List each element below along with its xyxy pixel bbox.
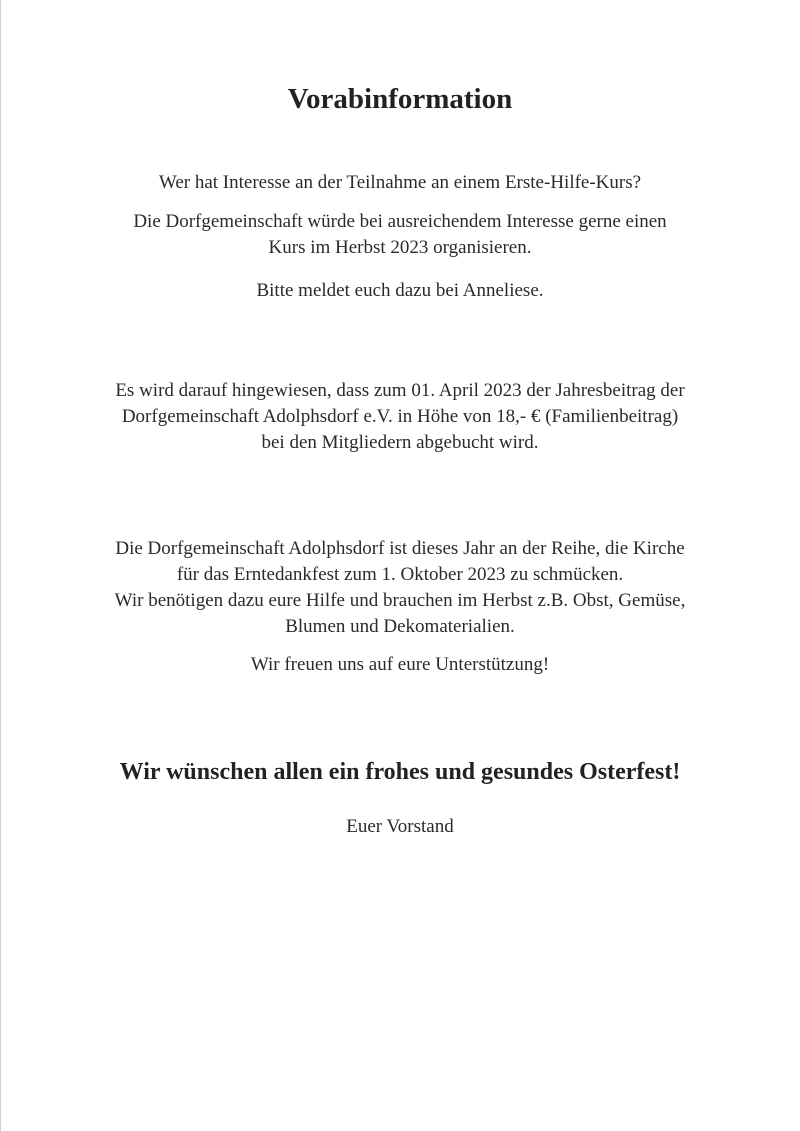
first-aid-text-line-1: Die Dorfgemeinschaft würde bei ausreichendem Interesse gerne einen [133,211,667,232]
fee-notice-line-2: Dorfgemeinschaft Adolphsdorf e.V. in Höhe von 18,- € (Familienbeitrag) [121,406,679,427]
harvest-notice-line-1: Die Dorfgemeinschaft Adolphsdorf ist dieses Jahr an der Reihe, die Kirche [115,538,685,559]
fee-notice-line-1: Es wird darauf hingewiesen, dass zum 01. April 2023 der Jahresbeitrag der [115,380,685,401]
easter-greeting: Wir wünschen allen ein frohes und gesundes Osterfest! [119,759,681,785]
harvest-notice-line-2: für das Erntedankfest zum 1. Oktober 2023 zu schmücken. [176,564,624,585]
harvest-notice-line-3: Wir benötigen dazu eure Hilfe und brauchen im Herbst z.B. Obst, Gemüse, [114,590,686,611]
harvest-thanks: Wir freuen uns auf eure Unterstützung! [250,654,550,675]
fee-notice-line-3: bei den Mitgliedern abgebucht wird. [261,432,539,453]
first-aid-question: Wer hat Interesse an der Teilnahme an einem Erste-Hilfe-Kurs? [158,172,642,193]
first-aid-text-line-2: Kurs im Herbst 2023 organisieren. [268,237,532,258]
signature: Euer Vorstand [346,816,454,837]
page-title: Vorabinformation [287,83,513,115]
first-aid-contact: Bitte meldet euch dazu bei Anneliese. [256,280,544,301]
harvest-notice-line-4: Blumen und Dekomaterialien. [285,616,515,637]
